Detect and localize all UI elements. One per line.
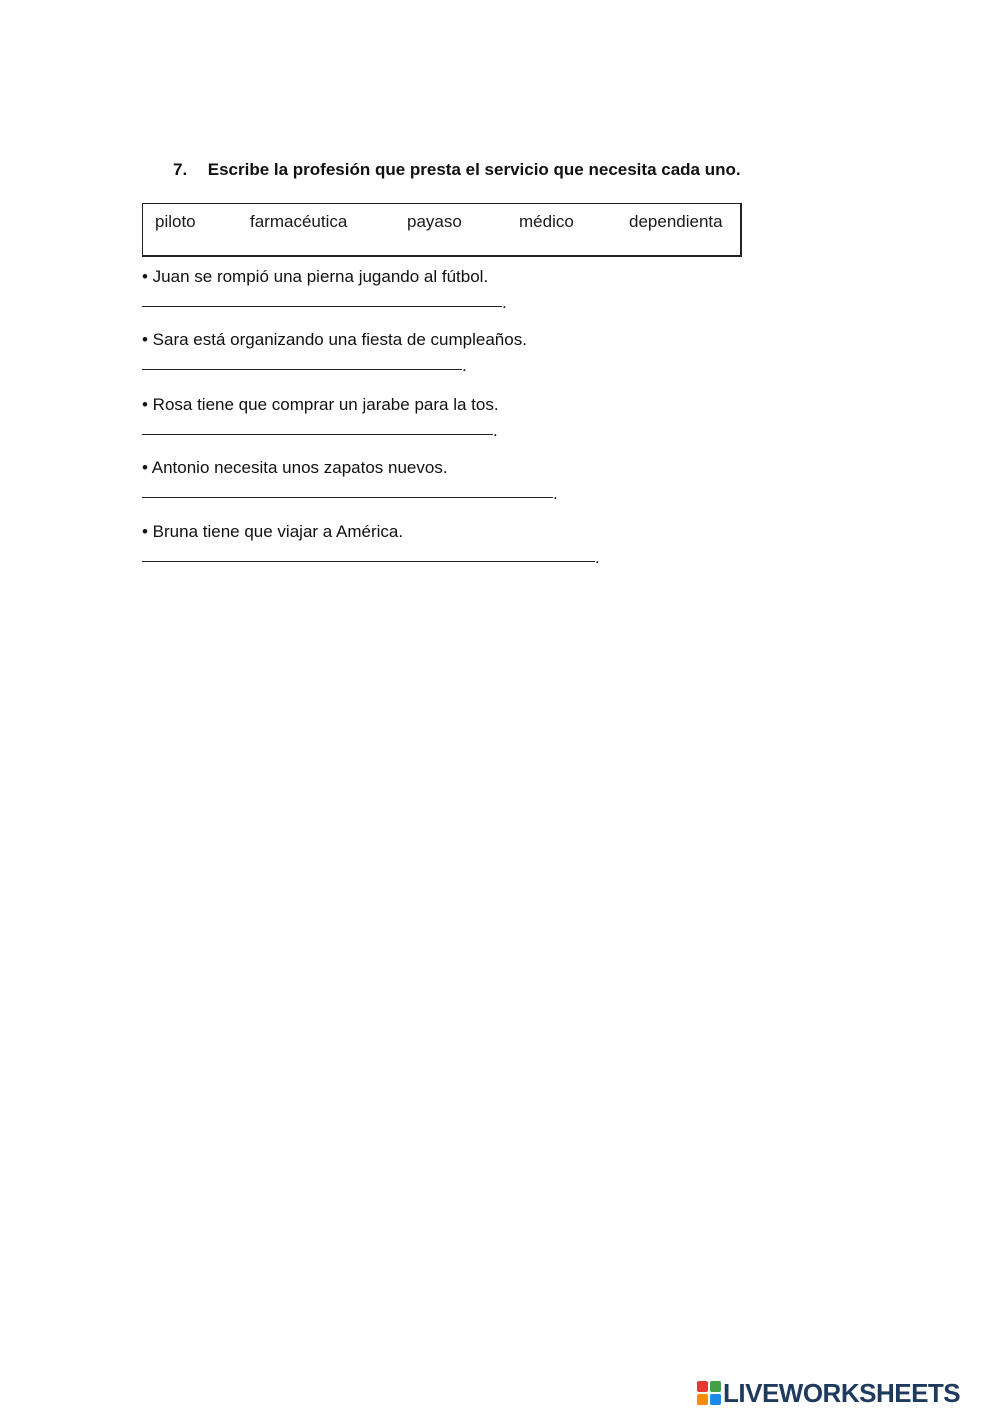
- question-text: • Sara está organizando una fiesta de cumpleaños.: [142, 330, 527, 349]
- logo-mark-icon: [697, 1381, 721, 1405]
- word-bank: [142, 203, 742, 257]
- answer-line: [142, 306, 502, 307]
- question-item: [142, 521, 842, 569]
- answer-period: .: [595, 548, 600, 567]
- answer-line: [142, 497, 553, 498]
- answer-period: .: [493, 421, 498, 440]
- word-bank-item: dependienta: [629, 212, 723, 231]
- question-text: • Rosa tiene que comprar un jarabe para la tos.: [142, 395, 499, 414]
- exercise-title: [173, 160, 741, 180]
- answer-period: .: [462, 356, 467, 375]
- answer-blank[interactable]: [142, 483, 842, 505]
- question-text: • Juan se rompió una pierna jugando al fútbol.: [142, 267, 489, 286]
- answer-period: .: [553, 484, 558, 503]
- question-item: [142, 394, 842, 442]
- question-text: • Antonio necesita unos zapatos nuevos.: [142, 458, 448, 477]
- word-bank-item: payaso: [407, 212, 462, 231]
- question-text: • Bruna tiene que viajar a América.: [142, 522, 404, 541]
- word-bank-item: piloto: [155, 212, 196, 231]
- logo-text: LIVEWORKSHEETS: [723, 1378, 961, 1408]
- answer-line: [142, 561, 595, 562]
- answer-blank[interactable]: [142, 420, 842, 442]
- exercise-instruction: Escribe la profesión que presta el servicio que necesita cada uno.: [207, 160, 741, 179]
- exercise-number: 7.: [173, 160, 188, 179]
- answer-period: .: [502, 293, 507, 312]
- word-bank-item: médico: [519, 212, 574, 231]
- answer-blank[interactable]: [142, 355, 842, 377]
- answer-blank[interactable]: [142, 292, 842, 314]
- question-item: [142, 457, 842, 505]
- answer-blank[interactable]: [142, 547, 842, 569]
- liveworksheets-logo: [697, 1378, 960, 1408]
- answer-line: [142, 369, 462, 370]
- answer-line: [142, 434, 493, 435]
- word-bank-item: farmacéutica: [250, 212, 348, 231]
- question-item: [142, 266, 842, 314]
- question-item: [142, 329, 842, 377]
